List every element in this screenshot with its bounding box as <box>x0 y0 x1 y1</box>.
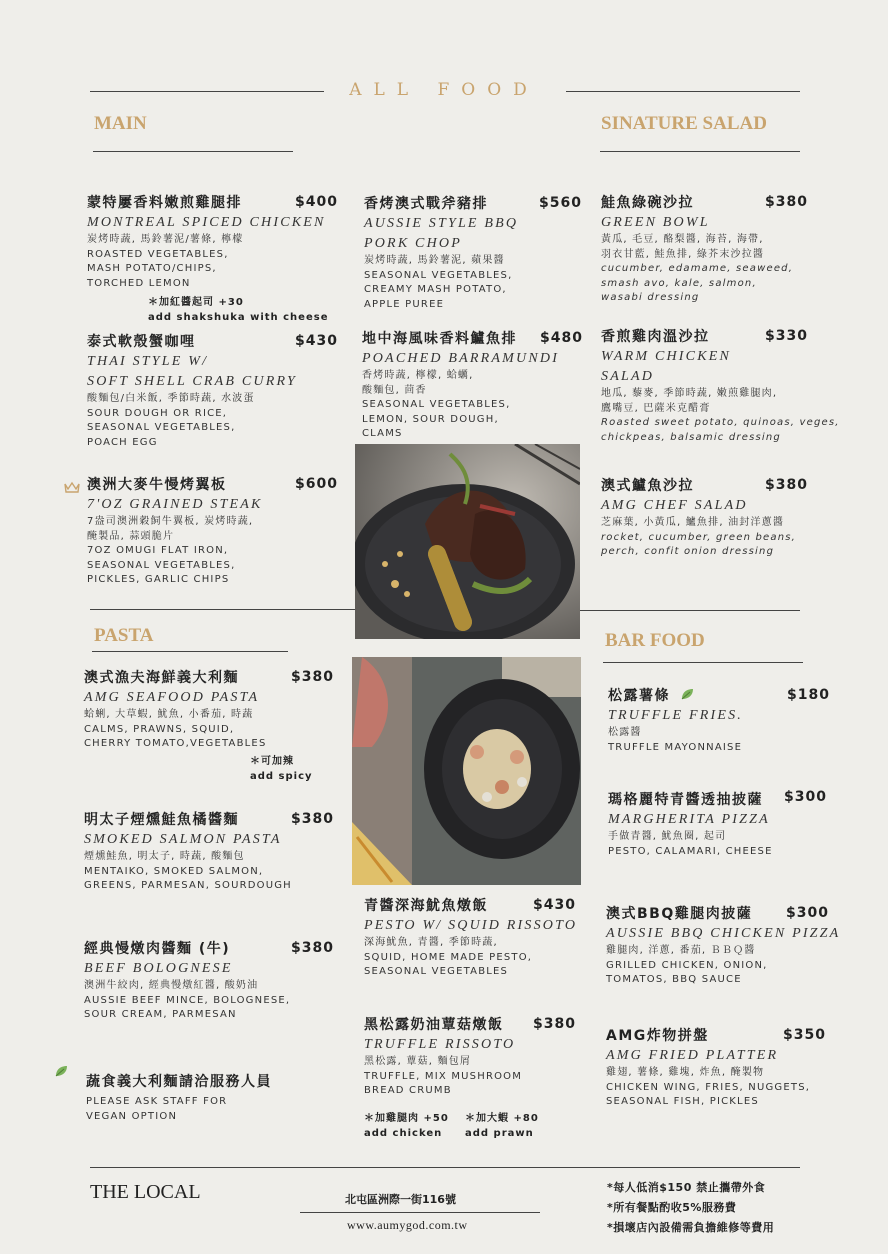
item-desc: 7OZ OMUGI FLAT IRON, <box>87 545 229 556</box>
item-desc: SEASONAL FISH, PICKLES <box>606 1096 759 1107</box>
item-en-name: SALAD <box>601 369 654 384</box>
menu-item-squid-rissoto <box>364 897 580 980</box>
item-price: $380 <box>765 194 808 210</box>
item-desc: 鷹嘴豆, 巴薩米克醋膏 <box>601 402 711 414</box>
item-zh-name: 蒙特屢香料嫩煎雞腿排 <box>87 195 242 211</box>
item-en-name: PESTO W/ SQUID RISSOTO <box>364 918 578 933</box>
policy-min-spend: *每人低消$150 禁止攜帶外食 <box>607 1181 766 1194</box>
item-desc: 蛤蜊, 大草蝦, 魷魚, 小番茄, 時蔬 <box>84 709 254 720</box>
menu-item-smoked-salmon-pasta <box>84 811 334 894</box>
salad-rule <box>600 151 800 152</box>
item-desc: 香烤時蔬, 檸檬, 蛤蠣, <box>362 370 474 381</box>
item-desc: 煙燻鮭魚, 明太子, 時蔬, 酸麵包 <box>84 851 245 862</box>
item-desc: PESTO, CALAMARI, CHEESE <box>608 845 773 857</box>
item-desc: 松露醬 <box>608 727 642 738</box>
item-desc: CALMS, PRAWNS, SQUID, <box>84 723 235 735</box>
item-desc: CREAMY MASH POTATO, <box>364 284 507 295</box>
add-prawn-zh: ＊加大蝦 +80 <box>465 1113 539 1124</box>
item-zh-name: 黑松露奶油蕈菇燉飯 <box>364 1017 504 1033</box>
item-desc: SEASONAL VEGETABLES, <box>362 399 511 410</box>
item-en-name: PORK CHOP <box>364 236 462 251</box>
item-desc: BREAD CRUMB <box>364 1085 452 1096</box>
item-desc: SOUR CREAM, PARMESAN <box>84 1009 237 1020</box>
item-desc: APPLE PUREE <box>364 298 445 310</box>
menu-item-fried-platter <box>606 1027 836 1110</box>
item-desc: 手做青醬, 魷魚圈, 起司 <box>608 831 727 842</box>
section-title-main: MAIN <box>94 113 147 134</box>
item-desc: 澳洲牛絞肉, 經典慢燉紅醬, 酸奶油 <box>84 980 259 991</box>
website-link[interactable]: www.aumygod.com.tw <box>347 1218 468 1232</box>
item-zh-name: 松露薯條 <box>608 688 670 704</box>
item-price: $300 <box>784 789 827 805</box>
item-en-name: TRUFFLE RISSOTO <box>364 1037 516 1052</box>
item-desc: SEASONAL VEGETABLES, <box>87 559 236 571</box>
menu-item-grained-steak <box>87 476 337 588</box>
menu-item-margherita-pizza <box>608 791 838 859</box>
mid-rule-right <box>580 610 800 611</box>
item-note-add-prawn <box>465 1111 539 1141</box>
item-desc: AUSSIE BEEF MINCE, BOLOGNESE, <box>84 994 291 1006</box>
item-zh-name: 澳洲大麥牛慢烤翼板 <box>87 477 227 493</box>
item-desc: rocket, cucumber, green beans, <box>601 531 797 543</box>
item-price: $430 <box>533 897 576 913</box>
item-en-name: 7'OZ GRAINED STEAK <box>87 497 263 512</box>
item-en-name: MONTREAL SPICED CHICKEN <box>87 215 326 230</box>
item-zh-name: 香煎雞肉溫沙拉 <box>601 329 710 345</box>
item-price: $380 <box>765 477 808 493</box>
item-desc: GREENS, PARMESAN, SOURDOUGH <box>84 880 292 891</box>
item-note-addon <box>148 295 328 325</box>
item-en-name: AUSSIE BBQ CHICKEN PIZZA <box>606 926 841 941</box>
item-desc: TRUFFLE MAYONNAISE <box>608 741 743 753</box>
item-desc: VEGAN OPTION <box>86 1110 178 1122</box>
item-desc: 羽衣甘藍, 鮭魚排, 綠芥末沙拉醬 <box>601 248 765 260</box>
item-en-name: THAI STYLE W/ <box>87 354 209 369</box>
brand-logo: THE LOCAL <box>90 1181 201 1203</box>
item-desc: PICKLES, GARLIC CHIPS <box>87 574 230 585</box>
item-en-name: MARGHERITA PIZZA <box>608 812 770 827</box>
item-desc: TORCHED LEMON <box>87 277 191 289</box>
item-desc: 深海魷魚, 青醬, 季節時蔬, <box>364 937 498 948</box>
section-title-pasta: PASTA <box>94 625 154 646</box>
house-policy <box>607 1178 774 1238</box>
item-price: $380 <box>291 669 334 685</box>
crown-icon <box>64 481 80 493</box>
item-desc: SEASONAL VEGETABLES <box>364 966 509 977</box>
section-title-bar-food: BAR FOOD <box>605 630 705 651</box>
item-desc: MENTAIKO, SMOKED SALMON, <box>84 865 264 877</box>
item-desc: CLAMS <box>362 428 403 439</box>
pasta-rule <box>92 651 288 652</box>
bar-food-rule <box>603 662 803 663</box>
item-desc: 黃瓜, 毛豆, 酪梨醬, 海苔, 海帶, <box>601 234 764 245</box>
item-desc: TOMATOS, BBQ SAUCE <box>606 974 742 985</box>
item-desc: MASH POTATO/CHIPS, <box>87 263 217 274</box>
steak-photo <box>355 444 580 639</box>
add-chicken-zh: ＊加雞腿肉 +50 <box>364 1113 449 1124</box>
item-desc: wasabi dressing <box>601 292 700 303</box>
addon-en: add shakshuka with cheese <box>148 312 329 323</box>
item-zh-name: 泰式軟殼蟹咖哩 <box>87 334 196 350</box>
item-desc: PLEASE ASK STAFF FOR <box>86 1096 228 1107</box>
item-price: $330 <box>765 328 808 344</box>
item-desc: LEMON, SOUR DOUGH, <box>362 413 499 425</box>
item-note-add-chicken <box>364 1111 449 1141</box>
item-price: $350 <box>783 1027 826 1043</box>
menu-item-beef-bolognese <box>84 940 334 1023</box>
item-desc: CHICKEN WING, FRIES, NUGGETS, <box>606 1081 811 1093</box>
page-title: ALL FOOD <box>349 80 539 100</box>
item-desc: Roasted sweet potato, quinoas, veges, <box>601 417 840 428</box>
item-en-name: WARM CHICKEN <box>601 349 732 364</box>
item-zh-name: 蔬食義大利麵請洽服務人員 <box>86 1074 272 1090</box>
item-desc: 酸麵包/白米飯, 季節時蔬, 水波蛋 <box>87 393 255 404</box>
item-desc: chickpeas, balsamic dressing <box>601 431 781 443</box>
item-zh-name: 地中海風味香料鱸魚排 <box>362 331 517 347</box>
item-zh-name: 澳式BBQ雞腿肉披薩 <box>606 906 753 922</box>
item-price: $430 <box>295 333 338 349</box>
item-price: $400 <box>295 194 338 210</box>
item-price: $380 <box>533 1016 576 1032</box>
section-title-salad: SINATURE SALAD <box>601 113 767 134</box>
policy-damage: *損壞店內設備需負擔維修等費用 <box>607 1221 775 1234</box>
item-zh-name: 鮭魚綠碗沙拉 <box>601 195 694 211</box>
item-note-spicy <box>250 754 313 784</box>
item-desc: GRILLED CHICKEN, ONION, <box>606 959 768 971</box>
item-en-name: POACHED BARRAMUNDI <box>362 351 560 366</box>
item-zh-name: 青醬深海魷魚燉飯 <box>364 898 488 914</box>
spicy-zh: ＊可加辣 <box>250 756 294 767</box>
item-en-name: SOFT SHELL CRAB CURRY <box>87 374 297 389</box>
item-zh-name: AMG炸物拼盤 <box>606 1028 709 1044</box>
item-en-name: SMOKED SALMON PASTA <box>84 832 282 847</box>
item-price: $380 <box>291 940 334 956</box>
menu-item-pork-chop <box>364 195 580 312</box>
item-desc: POACH EGG <box>87 436 158 448</box>
item-desc: SQUID, HOME MADE PESTO, <box>364 951 533 963</box>
item-desc: 7盎司澳洲穀飼牛翼板, 炭烤時蔬, <box>87 516 254 527</box>
item-zh-name: 澳式漁夫海鮮義大利麵 <box>84 670 239 686</box>
item-desc: 黑松露, 蕈菇, 麵包屑 <box>364 1056 472 1067</box>
item-desc: SOUR DOUGH OR RICE, <box>87 407 228 419</box>
menu-item-green-bowl <box>601 194 831 306</box>
item-desc: 炭烤時蔬, 馬鈴薯泥/薯條, 檸檬 <box>87 234 244 245</box>
addon-zh: ＊加紅醬起司 +30 <box>148 297 244 308</box>
item-desc: 地瓜, 藜麥, 季節時蔬, 嫩煎雞腿肉, <box>601 388 778 399</box>
item-desc: 酸麵包, 茴香 <box>362 384 427 396</box>
add-prawn-en: add prawn <box>465 1128 534 1139</box>
menu-item-warm-chicken-salad <box>601 328 841 445</box>
menu-item-seafood-pasta <box>84 669 334 752</box>
footer-rule <box>90 1167 800 1168</box>
item-zh-name: 澳式鱸魚沙拉 <box>601 478 694 494</box>
add-chicken-en: add chicken <box>364 1128 443 1139</box>
item-en-name: BEEF BOLOGNESE <box>84 961 233 976</box>
main-rule <box>93 151 293 152</box>
leaf-icon <box>54 1064 68 1078</box>
item-en-name: AMG CHEF SALAD <box>601 498 748 513</box>
item-desc: perch, confit onion dressing <box>601 546 775 557</box>
menu-item-bbq-chicken-pizza <box>606 905 841 988</box>
item-en-name: GREEN BOWL <box>601 215 710 230</box>
item-zh-name: 香烤澳式戰斧豬排 <box>364 196 488 212</box>
item-price: $560 <box>539 195 582 211</box>
item-zh-name: 經典慢燉肉醬麵 (牛) <box>84 941 231 957</box>
address: 北屯區洲際一街116號 <box>345 1193 456 1206</box>
item-price: $600 <box>295 476 338 492</box>
item-desc: 芝麻葉, 小黃瓜, 鱸魚排, 油封洋蔥醬 <box>601 517 785 528</box>
item-desc: 醃製品, 蒜頭脆片 <box>87 530 175 542</box>
item-price: $380 <box>291 811 334 827</box>
item-en-name: AMG SEAFOOD PASTA <box>84 690 260 705</box>
menu-item-vegan-option <box>86 1073 336 1124</box>
item-desc: CHERRY TOMATO,VEGETABLES <box>84 738 267 749</box>
item-price: $180 <box>787 687 830 703</box>
policy-service-charge: *所有餐點酌收5%服務費 <box>607 1201 737 1214</box>
menu-item-truffle-fries <box>608 687 828 755</box>
menu-item-montreal-chicken <box>87 194 337 291</box>
item-desc: SEASONAL VEGETABLES, <box>364 269 513 281</box>
item-desc: TRUFFLE, MIX MUSHROOM <box>364 1070 523 1082</box>
item-desc: smash avo, kale, salmon, <box>601 277 757 289</box>
pasta-photo <box>352 657 581 885</box>
item-zh-name: 瑪格麗特青醬透抽披薩 <box>608 792 763 808</box>
item-desc: cucumber, edamame, seaweed, <box>601 263 794 274</box>
item-desc: ROASTED VEGETABLES, <box>87 248 229 260</box>
item-en-name: TRUFFLE FRIES. <box>608 708 744 723</box>
menu-item-truffle-rissoto <box>364 1016 580 1099</box>
menu-item-thai-crab-curry <box>87 333 337 450</box>
item-zh-name: 明太子煙燻鮭魚橘醬麵 <box>84 812 239 828</box>
item-desc: 雞腿肉, 洋蔥, 番茄, ＢＢＱ醬 <box>606 945 756 956</box>
item-desc: 炭烤時蔬, 馬鈴薯泥, 蘋果醬 <box>364 255 505 266</box>
mid-rule-left <box>90 609 355 610</box>
item-price: $480 <box>540 330 583 346</box>
item-en-name: AMG FRIED PLATTER <box>606 1048 779 1063</box>
item-desc: 雞翅, 薯條, 雞塊, 炸魚, 醃製物 <box>606 1067 765 1078</box>
item-desc: SEASONAL VEGETABLES, <box>87 422 236 433</box>
leaf-icon <box>680 687 694 701</box>
item-price: $300 <box>786 905 829 921</box>
address-rule <box>300 1212 540 1213</box>
spicy-en: add spicy <box>250 771 313 782</box>
item-en-name: AUSSIE STYLE BBQ <box>364 216 519 231</box>
menu-item-barramundi <box>362 330 582 442</box>
menu-item-chef-salad <box>601 477 831 560</box>
